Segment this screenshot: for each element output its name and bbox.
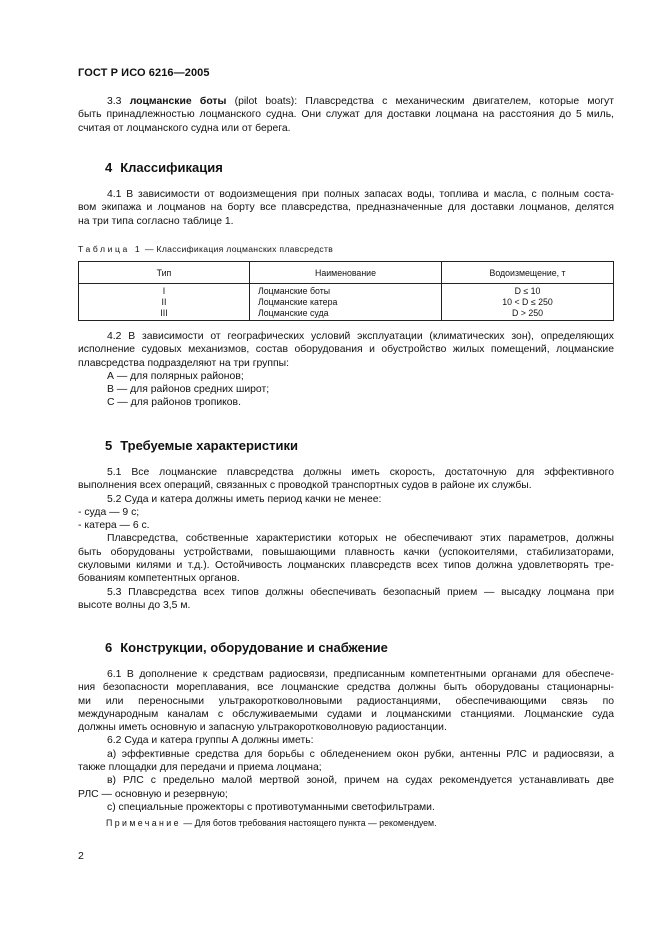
section-5-body	[78, 466, 614, 612]
table-caption-text: — Классификация лоцманских плавсредств	[144, 244, 334, 254]
list-item: - суда — 9 с;	[78, 506, 140, 518]
section-5-heading	[105, 438, 298, 453]
section-6-heading	[105, 640, 388, 655]
clause-text: (pilot boats): Плавсредства с механическим двигателем, которые могут	[234, 96, 615, 107]
paragraph-line: исполнение судовых механизмов, состав оборудования и обустройство жилых помещений, лоцманские	[78, 344, 614, 356]
section-number: 5	[105, 438, 113, 453]
clause-number: 3.3	[107, 96, 122, 107]
paragraph-line: 4.2 В зависимости от географических условий эксплуатации (климатических зон), определяющих	[107, 331, 614, 342]
list-item: С — для районов тропиков.	[107, 397, 241, 409]
paragraph-line: быть оборудованы устройствами, повышающими плавность качки (успокоителями, стабилизаторами,	[78, 546, 614, 558]
paragraph-line: выполнения всех операций, связанных с проводкой транспортных судов в районе их службы.	[78, 480, 532, 492]
displacement-value: D > 250	[511, 307, 544, 318]
name-value: Лоцманские боты	[258, 286, 331, 296]
section-title: Требуемые характеристики	[120, 438, 298, 453]
type-value: I	[162, 286, 166, 296]
list-item: а) эффективные средства для борьбы с обледенением окон рубки, антенны РЛС и радиосвязи, а	[107, 748, 614, 760]
paragraph-line: вом экипажа и лоцманов на борту все плавсредства, предназначенные для доставки лоцманов, делятся	[78, 202, 614, 214]
displacement-cell	[442, 284, 614, 321]
list-item-continuation: также площадки для передачи и приема лоцмана;	[78, 762, 322, 774]
paragraph-line: высоте волны до 3,5 м.	[78, 599, 191, 611]
paragraph-line: бованиям компетентных органов.	[78, 573, 240, 585]
paragraph-line: 5.1 Все лоцманские плавсредства должны иметь скорость, достаточную для эффективного	[107, 467, 614, 478]
type-value: III	[160, 307, 168, 318]
clause-4-1	[78, 188, 614, 228]
section-3-3	[78, 95, 614, 135]
section-4-heading	[105, 160, 223, 175]
table-row	[79, 284, 614, 321]
clause-4-2	[78, 330, 614, 410]
section-title: Конструкции, оборудование и снабжение	[120, 640, 388, 655]
list-item: А — для полярных районов;	[107, 370, 244, 382]
paragraph-line: плавсредства подразделяют на три группы:	[78, 357, 289, 369]
paragraph-line: 5.3 Плавсредства всех типов должны обеспечивать безопасный прием — высадку лоцмана при	[107, 586, 614, 598]
list-item-continuation: РЛС — основную и резервную;	[78, 788, 228, 800]
paragraph-line: скуловыми килями и т.д.). Остойчивость лоцманских плавсредств всех типов должна удовлетворять тре-	[78, 560, 614, 572]
paragraph-line: 4.1 В зависимости от водоизмещения при полных запасах воды, топлива и масла, с полным соста-	[107, 189, 614, 200]
paragraph-line	[78, 95, 614, 108]
note-label: Примечание	[106, 818, 181, 828]
note	[106, 818, 437, 828]
paragraph-line: считая от лоцманского судна или от берега.	[78, 122, 291, 134]
paragraph-line: международным каналам с обслуживаемыми судами и лоцманскими станциями. Лоцманские суда	[78, 708, 614, 720]
list-item: в) РЛС с предельно малой мертвой зоной, причем на судах рекомендуется устанавливать две	[107, 775, 614, 787]
displacement-value: D ≤ 10	[514, 286, 541, 296]
running-header: ГОСТ Р ИСО 6216—2005	[78, 67, 210, 79]
paragraph-line: должны иметь основную и запасную ультракоротковолновую радиостанции.	[78, 722, 447, 734]
section-number: 4	[105, 160, 113, 175]
name-cell	[250, 284, 442, 321]
table-caption-label: Таблица 1	[78, 244, 143, 254]
paragraph-line: ния безопасности мореплавания, все лоцманские средства должны быть оборудованы стационарны-	[78, 682, 614, 694]
page-number: 2	[78, 850, 84, 862]
column-header-type: Тип	[79, 262, 250, 284]
paragraph-line: 6.1 В дополнение к средствам радиосвязи, предписанным компетентными органами для обеспече-	[107, 669, 614, 680]
table-header-row	[79, 262, 614, 284]
type-cell	[79, 284, 250, 321]
note-text: — Для ботов требования настоящего пункта — рекомендуем.	[183, 818, 437, 828]
paragraph-line: на три типа согласно таблице 1.	[78, 215, 234, 227]
section-6-body	[78, 668, 614, 814]
paragraph-line: ми или переносными ультракоротковолновыми радиостанциями, обеспечивающими связь по	[78, 695, 614, 707]
table-caption	[78, 244, 333, 254]
section-number: 6	[105, 640, 113, 655]
paragraph-line: 6.2 Суда и катера группы А должны иметь:	[107, 735, 314, 747]
column-header-name: Наименование	[250, 262, 442, 284]
column-header-displacement: Водоизмещение, т	[442, 262, 614, 284]
paragraph-line: 5.2 Суда и катера должны иметь период качки не менее:	[107, 493, 382, 505]
list-item: - катера — 6 с.	[78, 520, 150, 532]
list-item: с) специальные прожекторы с противотуманными светофильтрами.	[107, 801, 435, 813]
name-value: Лоцманские суда	[258, 307, 329, 318]
defined-term: лоцманские боты	[129, 96, 227, 107]
name-value: Лоцманские катера	[258, 296, 338, 307]
paragraph-line: быть принадлежностью лоцманского судна. Они служат для доставки лоцмана на расстояния до 5 миль,	[78, 109, 614, 121]
list-item: В — для районов средних широт;	[107, 384, 270, 396]
displacement-value: 10 < D ≤ 250	[502, 296, 553, 307]
type-value: II	[161, 296, 167, 307]
paragraph-line: Плавсредства, собственные характеристики которых не обеспечивают этих параметров, должны	[107, 533, 614, 545]
classification-table	[78, 261, 614, 321]
section-title: Классификация	[120, 160, 223, 175]
